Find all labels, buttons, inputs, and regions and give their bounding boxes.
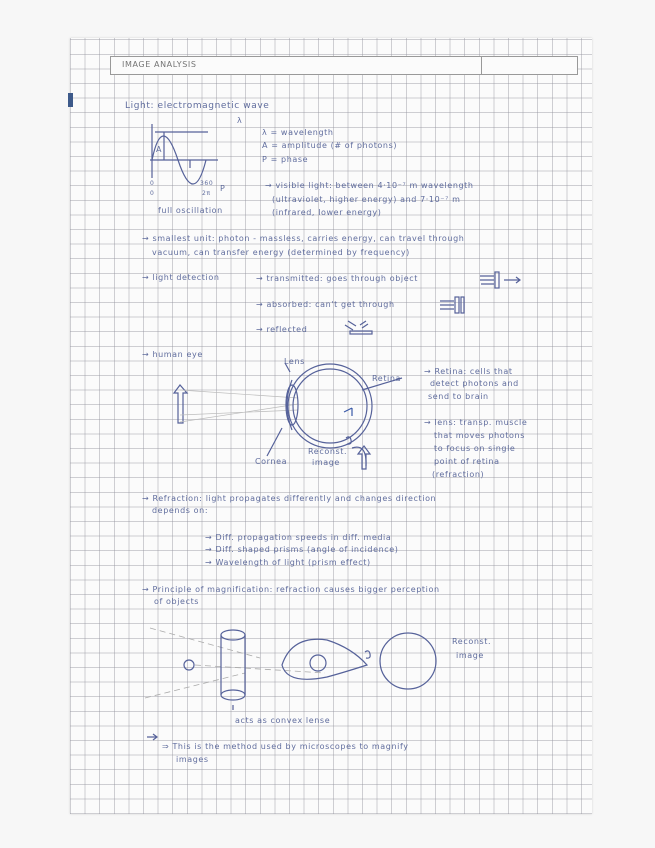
section-heading: Light: electromagnetic wave	[125, 101, 270, 111]
note-line: → Retina: cells that	[424, 367, 513, 376]
eye-diagram-icon	[174, 363, 402, 469]
note-line: (ultraviolet, higher energy) and 7·10⁻⁷ m	[272, 195, 461, 204]
mag-label-image: image	[456, 651, 484, 660]
note-line: ⇒ This is the method used by microscopes to magnify	[162, 742, 409, 751]
legend-line: A = amplitude (# of photons)	[262, 141, 398, 150]
wave-phase-label: P	[220, 184, 226, 193]
note-line: to focus on single	[434, 444, 516, 453]
note-line: → lens: transp. muscle	[424, 418, 528, 427]
note-line: point of retina	[434, 457, 500, 466]
wave-tick: 360	[200, 180, 214, 187]
mag-label-reconst: Reconst.	[452, 637, 492, 646]
note-line: vacuum, can transfer energy (determined by frequency)	[152, 248, 410, 257]
eye-label-reconst: Reconst.	[308, 447, 348, 456]
note-line: → transmitted: goes through object	[256, 274, 418, 283]
note-line: detect photons and	[430, 379, 519, 388]
note-line: that moves photons	[434, 431, 525, 440]
legend-line: λ = wavelength	[262, 128, 334, 137]
mag-label-lens: acts as convex lense	[235, 716, 331, 725]
wave-tick: 2π	[202, 190, 211, 197]
page-title: IMAGE ANALYSIS	[122, 60, 197, 69]
bullet-line: → Diff. shaped prisms (angle of incidence)	[205, 545, 399, 554]
wave-caption: full oscillation	[158, 206, 223, 215]
note-line: send to brain	[428, 392, 489, 401]
eye-label-cornea: Cornea	[255, 457, 288, 466]
eye-label-image: image	[312, 458, 340, 467]
note-line: → Refraction: light propagates differently and changes direction	[142, 494, 437, 503]
note-line: → reflected	[256, 325, 308, 334]
wave-lambda-label: λ	[237, 116, 243, 125]
note-line: → absorbed: can't get through	[256, 300, 395, 309]
note-line: images	[176, 755, 209, 764]
eye-label-lens: Lens	[284, 357, 305, 366]
wave-tick: 0	[150, 190, 155, 197]
note-line: depends on:	[152, 506, 209, 515]
wave-amplitude-label: A	[156, 145, 163, 154]
bullet-line: → Diff. propagation speeds in diff. media	[205, 533, 392, 542]
note-line: → light detection	[142, 273, 220, 282]
bullet-line: → Wavelength of light (prism effect)	[205, 558, 371, 567]
note-line: of objects	[154, 597, 200, 606]
wave-tick: 0	[150, 180, 155, 187]
note-line: → human eye	[142, 350, 203, 359]
note-line: → Principle of magnification: refraction causes bigger perception	[142, 585, 440, 594]
eye-label-retina: Retina	[372, 374, 402, 383]
note-line: → visible light: between 4·10⁻⁷ m wavelength	[265, 181, 474, 190]
note-line: → smallest unit: photon - massless, carries energy, can travel through	[142, 234, 465, 243]
note-line: (infrared, lower energy)	[272, 208, 382, 217]
note-line: (refraction)	[432, 470, 485, 479]
wave-diagram-icon	[150, 124, 218, 184]
legend-line: P = phase	[262, 155, 309, 164]
